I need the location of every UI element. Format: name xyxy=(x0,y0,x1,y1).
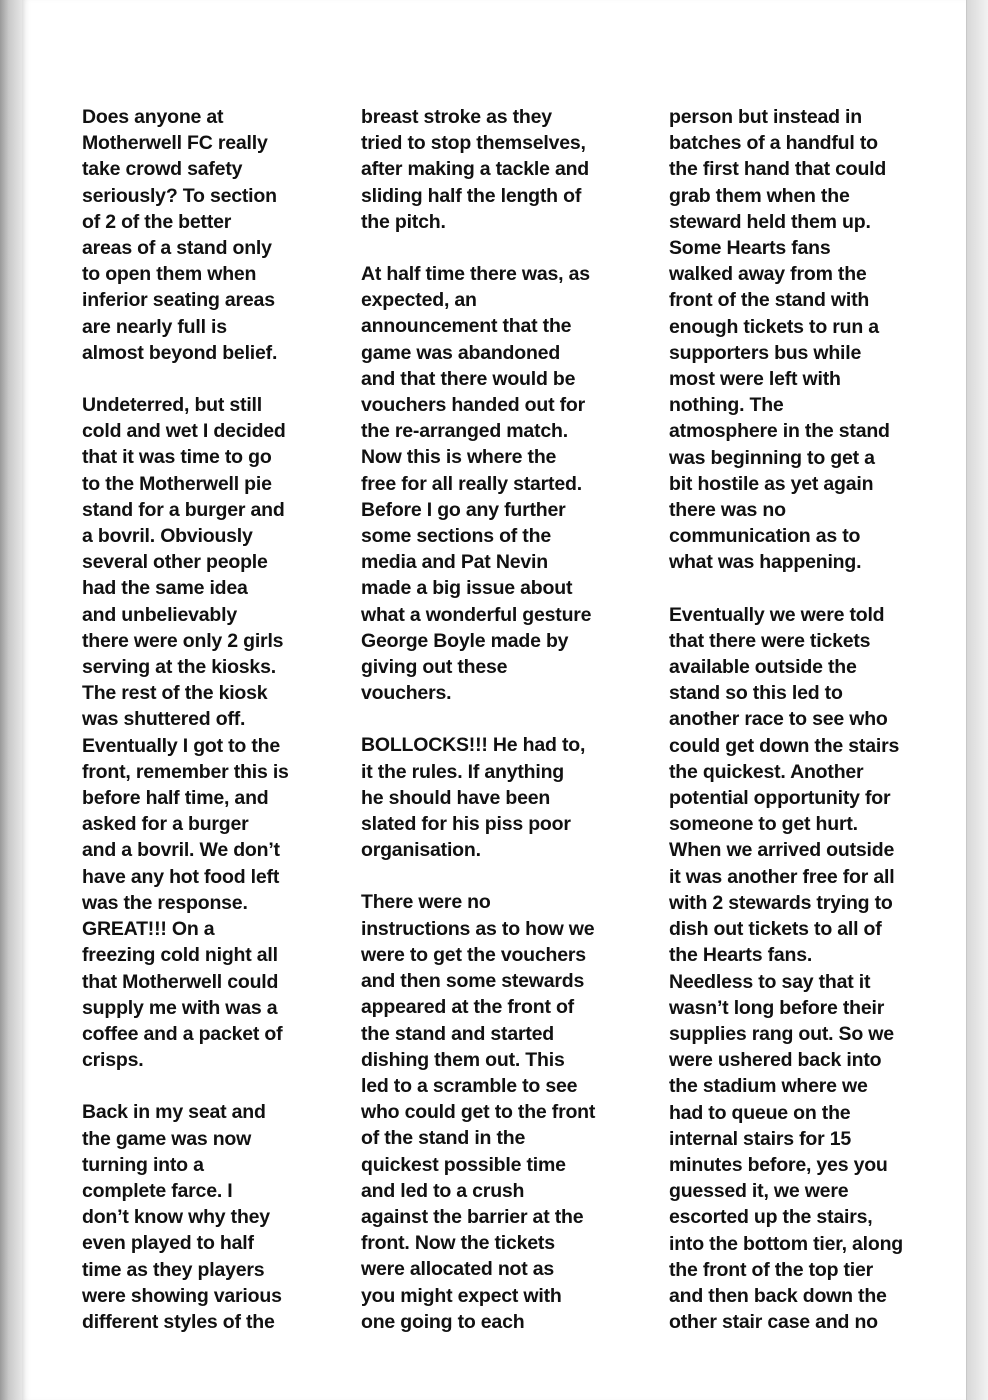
article-text-line: of 2 of the better xyxy=(82,210,232,233)
article-text-line: the front of the top tier xyxy=(669,1258,874,1281)
article-text-line: free for all really started. xyxy=(361,472,582,495)
article-text-line: media and Pat Nevin xyxy=(361,551,548,574)
article-text-line: Does anyone at xyxy=(82,106,224,128)
article-text-line: the stand and started xyxy=(361,1022,554,1045)
article-text-line: against the barrier at the xyxy=(361,1205,584,1228)
article-text-line: At half time there was, as xyxy=(361,263,590,286)
article-text-line: appeared at the front of xyxy=(361,996,574,1019)
article-text-line: slated for his piss poor xyxy=(361,813,571,836)
article-text-line: the stadium where we xyxy=(669,1075,868,1098)
article-text-line: into the bottom tier, along xyxy=(669,1232,903,1255)
article-text-line: escorted up the stairs, xyxy=(669,1206,873,1229)
paragraph-gap xyxy=(361,706,643,732)
article-text-line: Before I go any further xyxy=(361,498,566,521)
article-text-line: sliding half the length of xyxy=(361,184,582,207)
article-text-line: to open them when xyxy=(82,263,257,286)
article-text-line: coffee and a packet of xyxy=(82,1022,283,1045)
article-text-line: bit hostile as yet again xyxy=(669,472,874,495)
article-text-line: you might expect with xyxy=(361,1284,562,1307)
article-text-line: before half time, and xyxy=(82,787,269,810)
article-text-line: time as they players xyxy=(82,1258,265,1281)
article-text-line: were showing various xyxy=(82,1284,282,1307)
article-text-line: that it was time to go xyxy=(82,446,272,469)
article-text-line: another race to see who xyxy=(669,708,888,731)
article-text-line: almost beyond belief. xyxy=(82,341,278,364)
article-text-line: were ushered back into xyxy=(669,1049,882,1072)
paragraph-gap xyxy=(361,235,643,261)
article-text-line: vouchers handed out for xyxy=(361,394,586,417)
article-text-line: front, remember this is xyxy=(82,760,289,783)
article-text-line: was shuttered off. xyxy=(82,708,246,731)
article-text-line: one going to each xyxy=(361,1310,525,1333)
page-binding-shadow xyxy=(0,0,22,1400)
page-edge xyxy=(967,0,988,1400)
article-text-line: available outside the xyxy=(669,656,857,679)
article-text-line: minutes before, yes you xyxy=(669,1153,888,1176)
article-text-line: was the response. xyxy=(82,891,248,914)
article-text-line: take crowd safety xyxy=(82,158,243,181)
article-text-line: stand for a burger and xyxy=(82,498,285,521)
article-text-line: dish out tickets to all of xyxy=(669,918,882,941)
article-text-line: inferior seating areas xyxy=(82,289,275,312)
article-text-line: of the stand in the xyxy=(361,1127,526,1150)
article-text-line: quickest possible time xyxy=(361,1153,566,1176)
article-text-line: crisps. xyxy=(82,1049,144,1072)
article-text-line: and then back down the xyxy=(669,1284,887,1307)
article-text-line: complete farce. I xyxy=(82,1179,233,1202)
article-text-line: BOLLOCKS!!! He had to, xyxy=(361,734,586,757)
article-text-line: areas of a stand only xyxy=(82,237,272,260)
article-text-line: had the same idea xyxy=(82,577,248,600)
article-text-line: the Hearts fans. xyxy=(669,944,813,967)
article-column-2 xyxy=(361,104,643,1335)
article-text-line: and that there would be xyxy=(361,367,576,390)
article-text-line: other stair case and no xyxy=(669,1311,878,1334)
article-text-line: and a bovril. We don’t xyxy=(82,839,280,862)
article-text-line: after making a tackle and xyxy=(361,158,590,181)
article-text-line: expected, an xyxy=(361,289,477,312)
paragraph-gap xyxy=(669,576,939,602)
article-text-line: Some Hearts fans xyxy=(669,237,831,260)
article-text-line: what was happening. xyxy=(669,551,862,574)
article-text-line: what a wonderful gesture xyxy=(361,603,592,626)
article-text-line: enough tickets to run a xyxy=(669,315,879,338)
article-text-line: Undeterred, but still xyxy=(82,394,262,417)
article-text-line: GREAT!!! On a xyxy=(82,918,215,941)
article-text-line: grab them when the xyxy=(669,184,850,207)
article-text-line: someone to get hurt. xyxy=(669,813,858,836)
article-text-line: have any hot food left xyxy=(82,865,280,888)
article-text-line: supporters bus while xyxy=(669,341,862,364)
article-text-line: seriously? To section xyxy=(82,184,277,207)
article-text-line: nothing. The xyxy=(669,394,784,417)
article-text-line: serving at the kiosks. xyxy=(82,656,276,679)
article-text-line: potential opportunity for xyxy=(669,787,891,810)
article-text-line: there was no xyxy=(669,499,786,522)
article-text-line: Eventually I got to the xyxy=(82,734,280,757)
article-text-line: were to get the vouchers xyxy=(361,943,586,966)
article-text-line: he should have been xyxy=(361,786,551,809)
article-text-line: front. Now the tickets xyxy=(361,1232,555,1255)
article-text-line: organisation. xyxy=(361,839,481,862)
article-text-line: announcement that the xyxy=(361,315,572,338)
article-text-line: internal stairs for 15 xyxy=(669,1127,852,1150)
article-text-line: different styles of the xyxy=(82,1310,275,1333)
article-text-line: the quickest. Another xyxy=(669,760,864,783)
article-text-line: a bovril. Obviously xyxy=(82,525,253,548)
article-text-line: to the Motherwell pie xyxy=(82,472,272,495)
article-text-line: game was abandoned xyxy=(361,341,561,364)
article-text-line: vouchers. xyxy=(361,682,452,705)
article-text-line: with 2 stewards trying to xyxy=(669,891,893,914)
article-text-line: turning into a xyxy=(82,1153,204,1176)
article-text-line: batches of a handful to xyxy=(669,132,878,155)
article-text-line: led to a scramble to see xyxy=(361,1074,578,1097)
article-text-line: front of the stand with xyxy=(669,289,870,312)
article-text-line: there were only 2 girls xyxy=(82,629,284,652)
article-text-line: When we arrived outside xyxy=(669,839,895,862)
article-text-line: walked away from the xyxy=(669,263,867,286)
article-text-line: steward held them up. xyxy=(669,210,871,233)
article-text-line: Needless to say that it xyxy=(669,970,871,993)
article-text-line: are nearly full is xyxy=(82,315,227,338)
article-text-line: Back in my seat and xyxy=(82,1101,266,1124)
article-text-line: supply me with was a xyxy=(82,996,278,1019)
article-text-line: tried to stop themselves, xyxy=(361,132,586,155)
article-text-line: breast stroke as they xyxy=(361,106,552,128)
article-text-line: the game was now xyxy=(82,1127,252,1150)
article-text-line: don’t know why they xyxy=(82,1206,270,1229)
article-text-line: had to queue on the xyxy=(669,1101,851,1124)
article-text-line: some sections of the xyxy=(361,525,551,548)
article-text-line: communication as to xyxy=(669,525,861,548)
article-text-line: was beginning to get a xyxy=(669,446,875,469)
article-text-line: the first hand that could xyxy=(669,158,887,181)
article-column-1 xyxy=(82,104,328,1335)
article-text-line: stand so this led to xyxy=(669,682,843,705)
article-text-line: it the rules. If anything xyxy=(361,760,565,783)
article-text-line: There were no xyxy=(361,891,491,914)
article-text-line: Eventually we were told xyxy=(669,603,885,626)
article-text-line: and unbelievably xyxy=(82,603,238,626)
article-text-line: were allocated not as xyxy=(361,1258,555,1281)
article-column-3 xyxy=(669,104,939,1335)
article-text-line: that Motherwell could xyxy=(82,970,279,993)
paragraph-gap xyxy=(361,863,643,889)
article-text-line: cold and wet I decided xyxy=(82,420,286,443)
article-text-line: dishing them out. This xyxy=(361,1048,565,1071)
article-text-line: giving out these xyxy=(361,656,508,679)
article-text-line: several other people xyxy=(82,551,268,574)
article-text-line: instructions as to how we xyxy=(361,917,595,940)
paragraph-gap xyxy=(82,366,328,392)
article-text-line: person but instead in xyxy=(669,106,862,128)
article-text-line: guessed it, we were xyxy=(669,1180,849,1203)
paragraph-gap xyxy=(82,1073,328,1099)
article-text-line: who could get to the front xyxy=(361,1101,596,1124)
article-text-line: could get down the stairs xyxy=(669,734,900,757)
article-text-line: and then some stewards xyxy=(361,970,585,993)
article-text-line: most were left with xyxy=(669,368,841,391)
article-text-line: that there were tickets xyxy=(669,629,871,652)
article-text-line: Now this is where the xyxy=(361,446,557,469)
article-text-line: the re-arranged match. xyxy=(361,420,568,443)
article-text-line: Motherwell FC really xyxy=(82,132,268,155)
article-text-line: The rest of the kiosk xyxy=(82,682,268,705)
article-text-line: it was another free for all xyxy=(669,865,895,888)
article-text-line: asked for a burger xyxy=(82,813,249,836)
article-text-line: supplies rang out. So we xyxy=(669,1022,894,1045)
article-text-line: made a big issue about xyxy=(361,577,573,600)
article-text-line: even played to half xyxy=(82,1232,254,1255)
article-text-line: wasn’t long before their xyxy=(669,996,885,1019)
article-text-line: atmosphere in the stand xyxy=(669,420,890,443)
article-text-line: freezing cold night all xyxy=(82,944,278,967)
article-text-line: George Boyle made by xyxy=(361,629,569,652)
article-text-line: and led to a crush xyxy=(361,1179,525,1202)
article-text-line: the pitch. xyxy=(361,210,446,233)
